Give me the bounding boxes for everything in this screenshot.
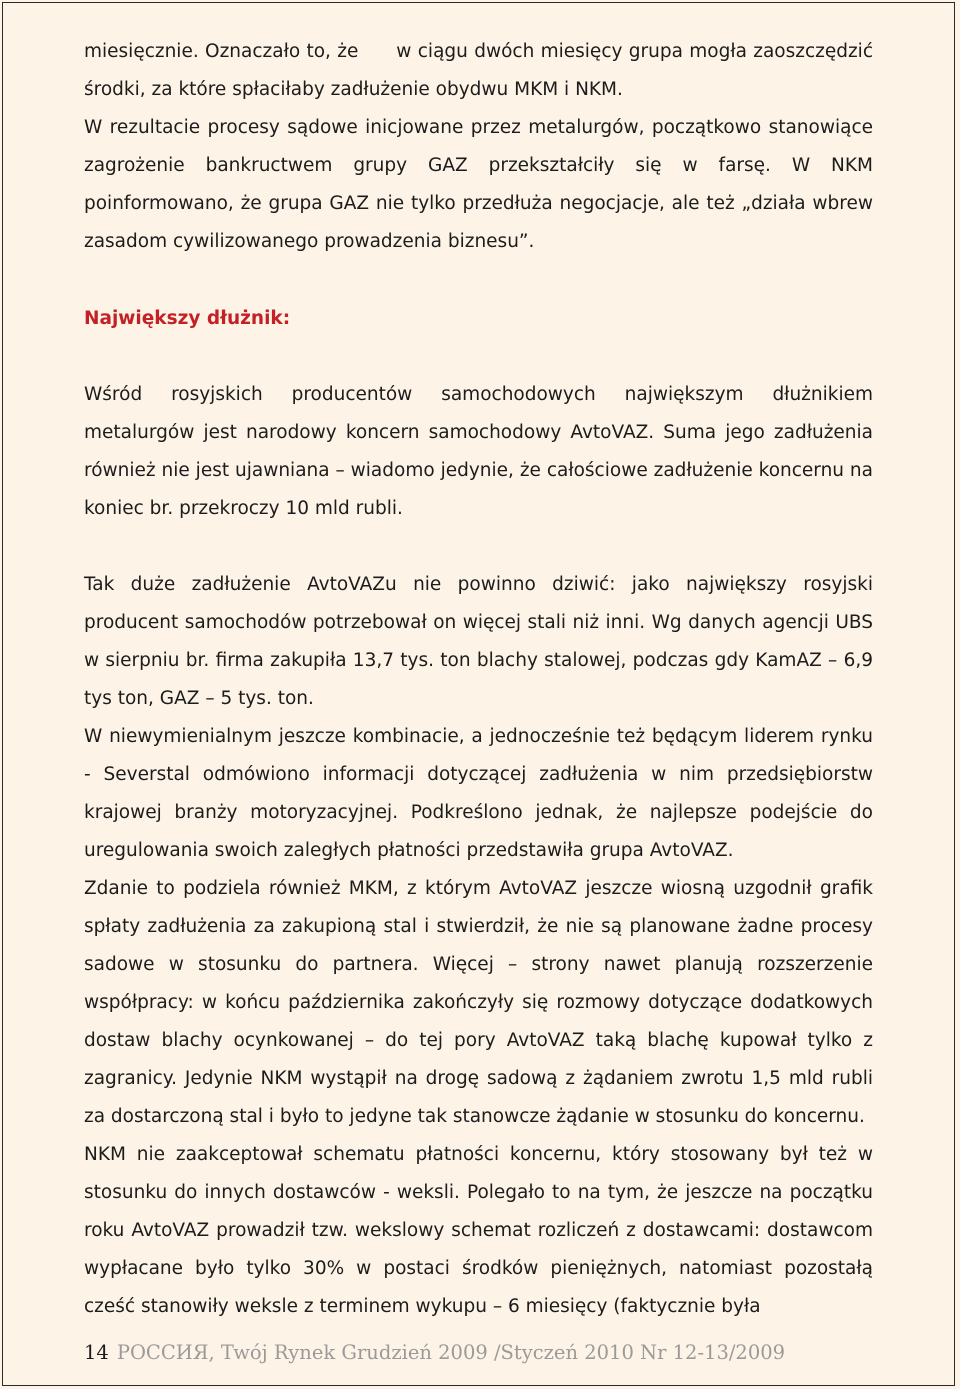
paragraph-6: Zdanie to podziela również MKM, z którym AvtoVAZ jeszcze wiosną uzgodnił grafik spłaty zadłużenia za zakupioną stal i stwierdził, że nie są planowane żadne procesy sadowe w stosunku do partnera. Więcej – strony nawet planują rozszerzenie współpracy: w końcu października zakończyły się rozmowy dotyczące dodatkowych dostaw blachy ocynkowanej – do tej pory AvtoVAZ taką blachę kupował tylko z zagranicy. Jedynie NKM wystąpił na drogę sadową z żądaniem zwrotu 1,5 mld rubli za dostarczoną stal i było to jedyne tak stanowcze żądanie w stosunku do koncernu. (84, 878, 873, 1127)
section-heading: Największy dłużnik: (84, 308, 291, 329)
paragraph-2: W rezultacie procesy sądowe inicjowane przez metalurgów, początkowo stanowiące zagrożenie bankructwem grupy GAZ przekształciły się w farsę. W NKM poinformowano, że grupa GAZ nie tylko przedłuża negocjacje, ale też „działa wbrew zasadom cywilizowanego prowadzenia biznesu”. (84, 117, 873, 252)
paragraph-4: Tak duże zadłużenie AvtoVAZu nie powinno dziwić: jako największy rosyjski producent samochodów potrzebował on więcej stali niż inni. Wg danych agencji UBS w sierpniu br. firma zakupiła 13,7 tys. ton blachy stalowej, podczas gdy KamAZ – 6,9 tys ton, GAZ – 5 tys. ton. (84, 574, 873, 709)
paragraph-3: Wśród rosyjskich producentów samochodowych największym dłużnikiem metalurgów jest narodowy koncern samochodowy AvtoVAZ. Suma jego zadłużenia również nie jest ujawniana – wiadomo jedynie, że całościowe zadłużenie koncernu na koniec br. przekroczy 10 mld rubli. (84, 384, 873, 519)
paragraph-1: miesięcznie. Oznaczało to, że w ciągu dwóch miesięcy grupa mogła zaoszczędzić środki, za które spłaciłaby zadłużenie obydwu MKM i NKM. (84, 41, 879, 100)
publication-title: РОССИЯ, Twój Rynek Grudzień 2009 /Styczeń 2010 Nr 12-13/2009 (116, 1341, 786, 1364)
paragraph-7: NKM nie zaakceptował schematu płatności koncernu, który stosowany był też w stosunku do innych dostawców - weksli. Polegało to na tym, że jeszcze na początku roku AvtoVAZ prowadził tzw. wekslowy schemat rozliczeń z dostawcami: dostawcom wypłacane było tylko 30% w postaci środków pieniężnych, natomiast pozostałą cześć stanowiły weksle z terminem wykupu – 6 miesięcy (faktycznie była (84, 1144, 873, 1317)
page-number: 14 (84, 1341, 109, 1364)
paragraph-5: W niewymienialnym jeszcze kombinacie, a jednocześnie też będącym liderem rynku - Severstal odmówiono informacji dotyczącej zadłużenia w nim przedsiębiorstw krajowej branży motoryzacyjnej. Podkreślono jednak, że najlepsze podejście do uregulowania swoich zaległych płatności przedstawiła grupa AvtoVAZ. (84, 726, 873, 861)
page-footer (84, 1341, 785, 1364)
article-body (84, 33, 879, 1326)
